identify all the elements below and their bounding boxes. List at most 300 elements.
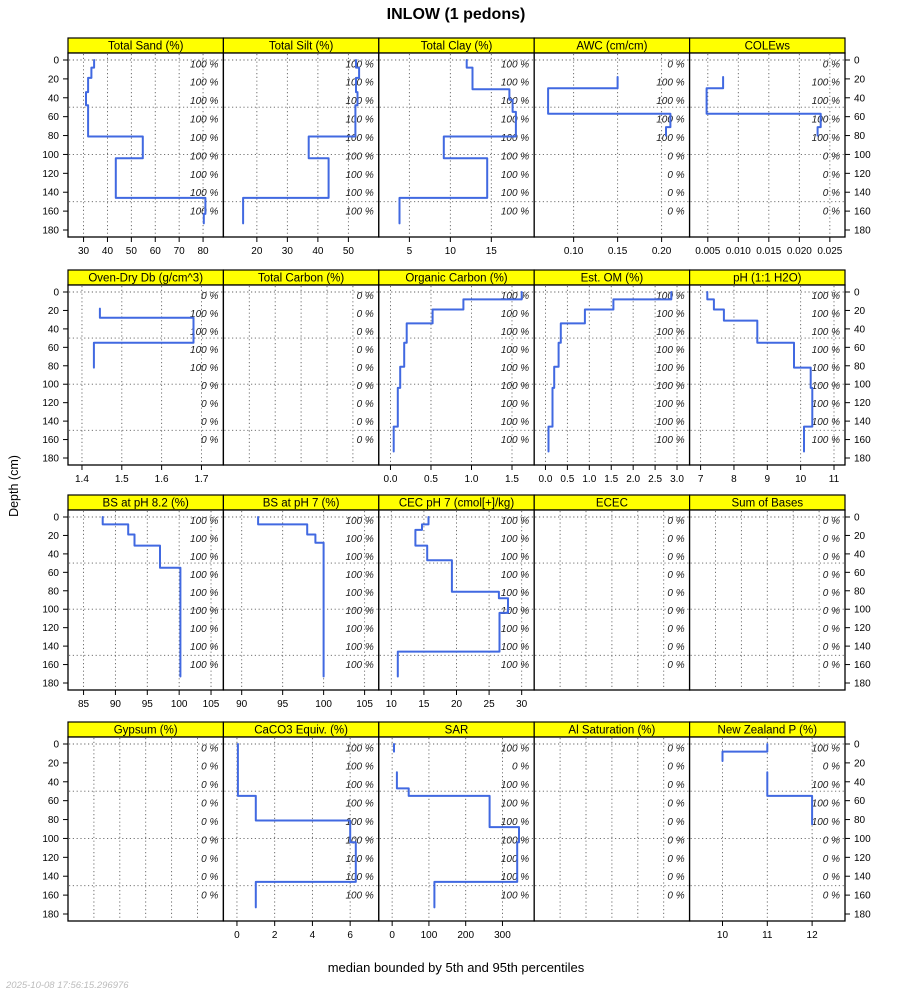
strip-title-new-zealand-p: New Zealand P (%) [717, 724, 818, 737]
strip-title-ph-1-1-h2o: pH (1:1 H2O) [733, 272, 802, 285]
pct-label-cec-ph-7-cmol-kg: 100 % [500, 588, 530, 600]
y-tick-label-left: 140 [42, 416, 59, 428]
x-tick-label-cec-ph-7-cmol-kg: 20 [450, 699, 463, 710]
pct-label-bs-at-ph-8-2: 100 % [190, 606, 219, 618]
y-tick-label-right: 80 [854, 586, 866, 598]
x-tick-label-total-sand: 70 [173, 246, 185, 257]
y-tick-label-right: 120 [854, 623, 871, 635]
pct-label-ph-1-1-h2o: 100 % [811, 327, 840, 339]
x-tick-label-total-clay: 5 [406, 246, 413, 257]
x-tick-label-est-om: 2.0 [626, 474, 641, 485]
pct-label-organic-carbon: 100 % [500, 345, 530, 357]
pct-label-new-zealand-p: 0 % [822, 835, 840, 847]
x-tick-label-bs-at-ph-7: 100 [315, 699, 332, 710]
pct-label-gypsum: 0 % [201, 872, 219, 884]
y-tick-label-left: 180 [42, 678, 59, 690]
x-tick-label-cec-ph-7-cmol-kg: 25 [483, 699, 495, 710]
x-tick-label-total-sand: 40 [101, 246, 114, 257]
pct-label-colews: 100 % [811, 114, 840, 126]
strip-title-al-saturation: Al Saturation (%) [568, 724, 656, 737]
pct-label-oven-dry-db-g-cm-3: 100 % [190, 345, 219, 357]
y-tick-label-left: 80 [47, 586, 59, 598]
pct-label-gypsum: 0 % [201, 816, 219, 828]
pct-label-total-silt: 100 % [345, 151, 374, 163]
pct-label-bs-at-ph-8-2: 100 % [190, 516, 219, 528]
pct-label-total-carbon: 0 % [356, 399, 374, 411]
pct-label-total-clay: 100 % [500, 96, 530, 108]
pct-label-cec-ph-7-cmol-kg: 100 % [500, 570, 530, 582]
pct-label-ecec: 0 % [667, 588, 685, 600]
x-tick-label-oven-dry-db-g-cm-3: 1.6 [154, 474, 169, 485]
pct-label-bs-at-ph-7: 100 % [345, 516, 374, 528]
pct-label-ph-1-1-h2o: 100 % [811, 399, 840, 411]
x-tick-label-total-sand: 80 [197, 246, 209, 257]
x-tick-label-organic-carbon: 0.5 [424, 474, 438, 485]
pct-label-total-clay: 100 % [500, 206, 530, 218]
pct-label-total-sand: 100 % [190, 77, 219, 89]
y-tick-label-left: 180 [42, 225, 59, 237]
pct-label-est-om: 100 % [656, 435, 685, 447]
pct-label-al-saturation: 0 % [667, 835, 685, 847]
pct-label-caco3-equiv: 100 % [345, 816, 374, 828]
pct-label-awc-cm-cm: 0 % [667, 188, 685, 200]
pct-label-colews: 0 % [822, 206, 840, 218]
pct-label-ecec: 0 % [667, 516, 685, 528]
y-tick-label-left: 100 [42, 149, 59, 161]
pct-label-ph-1-1-h2o: 100 % [811, 363, 840, 375]
pct-label-new-zealand-p: 100 % [811, 743, 840, 755]
y-tick-label-right: 140 [854, 187, 871, 199]
y-tick-label-right: 160 [854, 206, 871, 218]
pct-label-total-clay: 100 % [500, 114, 530, 126]
pct-label-al-saturation: 0 % [667, 890, 685, 902]
strip-title-cec-ph-7-cmol-kg: CEC pH 7 (cmol[+]/kg) [398, 497, 515, 510]
x-tick-label-oven-dry-db-g-cm-3: 1.5 [114, 474, 129, 485]
x-tick-label-caco3-equiv: 2 [271, 930, 278, 941]
pct-label-gypsum: 0 % [201, 761, 219, 773]
pct-label-cec-ph-7-cmol-kg: 100 % [500, 660, 530, 672]
pct-label-total-carbon: 0 % [356, 309, 374, 321]
pct-label-bs-at-ph-8-2: 100 % [190, 642, 219, 654]
pct-label-cec-ph-7-cmol-kg: 100 % [500, 642, 530, 654]
pct-label-sar: 100 % [500, 872, 530, 884]
pct-label-sum-of-bases: 0 % [822, 624, 840, 636]
pct-label-awc-cm-cm: 100 % [656, 96, 685, 108]
pct-label-total-sand: 100 % [190, 169, 219, 181]
y-tick-label-right: 80 [854, 361, 866, 373]
pct-label-gypsum: 0 % [201, 890, 219, 902]
y-tick-label-right: 0 [854, 512, 860, 524]
pct-label-gypsum: 0 % [201, 780, 219, 792]
y-tick-label-left: 40 [47, 777, 59, 789]
pct-label-colews: 0 % [822, 169, 840, 181]
pct-label-cec-ph-7-cmol-kg: 100 % [500, 552, 530, 564]
pct-label-awc-cm-cm: 100 % [656, 132, 685, 144]
pct-label-caco3-equiv: 100 % [345, 798, 374, 810]
x-tick-label-organic-carbon: 1.5 [505, 474, 519, 485]
pct-label-gypsum: 0 % [201, 798, 219, 810]
x-tick-label-caco3-equiv: 0 [234, 930, 240, 941]
pct-label-ecec: 0 % [667, 552, 685, 564]
y-tick-label-left: 60 [47, 567, 59, 579]
pct-label-ecec: 0 % [667, 660, 685, 672]
y-tick-label-right: 0 [854, 55, 860, 67]
x-tick-label-est-om: 1.0 [582, 474, 597, 485]
pct-label-cec-ph-7-cmol-kg: 100 % [500, 606, 530, 618]
y-axis-label: Depth (cm) [7, 455, 21, 517]
y-tick-label-right: 60 [854, 567, 866, 579]
pct-label-caco3-equiv: 100 % [345, 743, 374, 755]
pct-label-organic-carbon: 100 % [500, 309, 530, 321]
x-tick-label-colews: 0.015 [756, 246, 782, 257]
x-tick-label-caco3-equiv: 4 [309, 930, 316, 941]
strip-title-organic-carbon: Organic Carbon (%) [405, 272, 508, 285]
x-tick-label-bs-at-ph-7: 105 [356, 699, 373, 710]
pct-label-bs-at-ph-8-2: 100 % [190, 624, 219, 636]
x-tick-label-est-om: 1.5 [604, 474, 619, 485]
x-tick-label-sar: 200 [457, 930, 475, 941]
pct-label-sar: 100 % [500, 853, 530, 865]
pct-label-gypsum: 0 % [201, 835, 219, 847]
y-tick-label-left: 160 [42, 660, 59, 672]
pct-label-total-clay: 100 % [500, 151, 530, 163]
y-tick-label-left: 80 [47, 815, 59, 827]
x-tick-label-sar: 300 [494, 930, 511, 941]
pct-label-total-silt: 100 % [345, 188, 374, 200]
pct-label-oven-dry-db-g-cm-3: 0 % [201, 381, 219, 393]
x-tick-label-caco3-equiv: 6 [347, 930, 353, 941]
pct-label-organic-carbon: 100 % [500, 435, 530, 447]
pct-label-bs-at-ph-7: 100 % [345, 642, 374, 654]
pct-label-sar: 100 % [500, 835, 530, 847]
pct-label-organic-carbon: 100 % [500, 363, 530, 375]
pct-label-caco3-equiv: 100 % [345, 835, 374, 847]
x-tick-label-bs-at-ph-7: 90 [236, 699, 248, 710]
pct-label-total-carbon: 0 % [356, 417, 374, 429]
pct-label-new-zealand-p: 0 % [822, 853, 840, 865]
y-tick-label-right: 60 [854, 342, 866, 354]
y-tick-label-left: 160 [42, 206, 59, 218]
pct-label-est-om: 100 % [656, 381, 685, 393]
pct-label-total-carbon: 0 % [356, 327, 374, 339]
pct-label-ecec: 0 % [667, 534, 685, 546]
x-tick-label-ph-1-1-h2o: 7 [697, 474, 704, 485]
pct-label-est-om: 100 % [656, 399, 685, 411]
pct-label-colews: 0 % [822, 59, 840, 71]
pct-label-sum-of-bases: 0 % [822, 552, 840, 564]
pct-label-organic-carbon: 100 % [500, 417, 530, 429]
pct-label-bs-at-ph-7: 100 % [345, 570, 374, 582]
pct-label-bs-at-ph-8-2: 100 % [190, 570, 219, 582]
pct-label-al-saturation: 0 % [667, 761, 685, 773]
pct-label-caco3-equiv: 100 % [345, 872, 374, 884]
pct-label-gypsum: 0 % [201, 853, 219, 865]
y-tick-label-left: 60 [47, 112, 59, 124]
y-tick-label-left: 60 [47, 796, 59, 808]
x-tick-label-est-om: 2.5 [648, 474, 663, 485]
y-tick-label-right: 20 [854, 305, 866, 317]
x-tick-label-sar: 0 [389, 930, 395, 941]
y-tick-label-left: 20 [47, 530, 59, 542]
pct-label-bs-at-ph-8-2: 100 % [190, 534, 219, 546]
pct-label-ph-1-1-h2o: 100 % [811, 345, 840, 357]
y-tick-label-left: 160 [42, 435, 59, 447]
pct-label-total-clay: 100 % [500, 188, 530, 200]
pct-label-bs-at-ph-8-2: 100 % [190, 588, 219, 600]
pct-label-est-om: 100 % [656, 363, 685, 375]
pct-label-total-sand: 100 % [190, 188, 219, 200]
x-tick-label-total-silt: 50 [342, 246, 354, 257]
y-tick-label-right: 100 [854, 604, 871, 616]
pct-label-ph-1-1-h2o: 100 % [811, 381, 840, 393]
y-tick-label-right: 180 [854, 453, 871, 465]
pct-label-al-saturation: 0 % [667, 780, 685, 792]
pct-label-awc-cm-cm: 0 % [667, 206, 685, 218]
pct-label-sar: 100 % [500, 890, 530, 902]
y-tick-label-left: 40 [47, 549, 59, 561]
pct-label-organic-carbon: 100 % [500, 399, 530, 411]
y-tick-label-right: 180 [854, 678, 871, 690]
pct-label-sum-of-bases: 0 % [822, 606, 840, 618]
y-tick-label-left: 100 [42, 379, 59, 391]
timestamp-text: 2025-10-08 17:56:15.296976 [6, 980, 129, 991]
pct-label-colews: 0 % [822, 188, 840, 200]
y-tick-label-right: 180 [854, 225, 871, 237]
x-tick-label-est-om: 0.0 [538, 474, 553, 485]
pct-label-total-silt: 100 % [345, 169, 374, 181]
strip-title-awc-cm-cm: AWC (cm/cm) [576, 40, 648, 53]
pct-label-sum-of-bases: 0 % [822, 660, 840, 672]
pct-label-sar: 100 % [500, 798, 530, 810]
x-tick-label-ph-1-1-h2o: 10 [795, 474, 807, 485]
y-tick-label-right: 140 [854, 641, 871, 653]
pct-label-cec-ph-7-cmol-kg: 100 % [500, 516, 530, 528]
pct-label-total-carbon: 0 % [356, 435, 374, 447]
x-tick-label-total-sand: 50 [125, 246, 137, 257]
pct-label-oven-dry-db-g-cm-3: 100 % [190, 327, 219, 339]
x-tick-label-bs-at-ph-8-2: 90 [109, 699, 121, 710]
strip-title-gypsum: Gypsum (%) [113, 724, 178, 737]
x-tick-label-total-silt: 30 [281, 246, 293, 257]
y-tick-label-right: 180 [854, 909, 871, 921]
pct-label-sum-of-bases: 0 % [822, 516, 840, 528]
strip-title-bs-at-ph-8-2: BS at pH 8.2 (%) [102, 497, 189, 510]
y-tick-label-right: 120 [854, 398, 871, 410]
figure-caption: median bounded by 5th and 95th percentiles [327, 960, 585, 975]
pct-label-sar: 100 % [500, 780, 530, 792]
strip-title-est-om: Est. OM (%) [580, 272, 644, 285]
pct-label-colews: 100 % [811, 96, 840, 108]
y-tick-label-right: 140 [854, 416, 871, 428]
y-tick-label-left: 100 [42, 833, 59, 845]
strip-title-total-carbon: Total Carbon (%) [257, 272, 345, 285]
pct-label-est-om: 100 % [656, 327, 685, 339]
y-tick-label-right: 160 [854, 660, 871, 672]
pct-label-ecec: 0 % [667, 624, 685, 636]
y-tick-label-left: 20 [47, 74, 59, 86]
x-tick-label-awc-cm-cm: 0.20 [651, 246, 672, 257]
strip-title-sum-of-bases: Sum of Bases [731, 497, 804, 510]
pct-label-sar: 100 % [500, 816, 530, 828]
x-tick-label-total-clay: 10 [444, 246, 456, 257]
pct-label-total-sand: 100 % [190, 151, 219, 163]
pct-label-colews: 100 % [811, 132, 840, 144]
y-tick-label-left: 0 [53, 739, 59, 751]
pct-label-organic-carbon: 100 % [500, 291, 530, 303]
strip-title-total-clay: Total Clay (%) [420, 40, 493, 53]
pct-label-bs-at-ph-7: 100 % [345, 606, 374, 618]
x-tick-label-ph-1-1-h2o: 9 [764, 474, 771, 485]
pct-label-new-zealand-p: 100 % [811, 780, 840, 792]
pct-label-organic-carbon: 100 % [500, 327, 530, 339]
pct-label-sum-of-bases: 0 % [822, 588, 840, 600]
pct-label-oven-dry-db-g-cm-3: 100 % [190, 363, 219, 375]
y-tick-label-right: 60 [854, 112, 866, 124]
x-tick-label-bs-at-ph-7: 95 [277, 699, 289, 710]
x-tick-label-sar: 100 [420, 930, 438, 941]
y-tick-label-right: 40 [854, 777, 866, 789]
x-tick-label-colews: 0.025 [817, 246, 843, 257]
pct-label-total-carbon: 0 % [356, 291, 374, 303]
page-title: INLOW (1 pedons) [386, 6, 526, 23]
strip-title-oven-dry-db-g-cm-3: Oven-Dry Db (g/cm^3) [88, 272, 204, 285]
y-tick-label-right: 120 [854, 168, 871, 180]
y-tick-label-left: 80 [47, 361, 59, 373]
pct-label-total-clay: 100 % [500, 59, 530, 71]
y-tick-label-left: 0 [53, 287, 59, 299]
pct-label-caco3-equiv: 100 % [345, 761, 374, 773]
y-tick-label-right: 160 [854, 890, 871, 902]
pct-label-gypsum: 0 % [201, 743, 219, 755]
x-tick-label-bs-at-ph-8-2: 85 [77, 699, 90, 710]
pct-label-bs-at-ph-7: 100 % [345, 660, 374, 672]
pct-label-total-sand: 100 % [190, 132, 219, 144]
pct-label-al-saturation: 0 % [667, 872, 685, 884]
x-tick-label-bs-at-ph-8-2: 105 [202, 699, 220, 710]
y-tick-label-left: 120 [42, 168, 59, 180]
pct-label-total-silt: 100 % [345, 206, 374, 218]
pct-label-total-silt: 100 % [345, 77, 374, 89]
y-tick-label-right: 20 [854, 758, 866, 770]
pct-label-ecec: 0 % [667, 606, 685, 618]
pct-label-organic-carbon: 100 % [500, 381, 530, 393]
pct-label-ecec: 0 % [667, 642, 685, 654]
pct-label-bs-at-ph-8-2: 100 % [190, 660, 219, 672]
y-tick-label-left: 0 [53, 512, 59, 524]
strip-title-colews: COLEws [744, 40, 790, 53]
x-tick-label-organic-carbon: 0.0 [383, 474, 398, 485]
pct-label-ph-1-1-h2o: 100 % [811, 417, 840, 429]
y-tick-label-left: 20 [47, 758, 59, 770]
y-tick-label-right: 40 [854, 549, 866, 561]
x-tick-label-total-sand: 60 [149, 246, 161, 257]
y-tick-label-right: 60 [854, 796, 866, 808]
pct-label-total-sand: 100 % [190, 59, 219, 71]
x-tick-label-total-silt: 40 [312, 246, 324, 257]
pct-label-ecec: 0 % [667, 570, 685, 582]
pct-label-sum-of-bases: 0 % [822, 534, 840, 546]
x-tick-label-awc-cm-cm: 0.10 [563, 246, 584, 257]
pct-label-bs-at-ph-7: 100 % [345, 534, 374, 546]
pct-label-oven-dry-db-g-cm-3: 0 % [201, 417, 219, 429]
pct-label-al-saturation: 0 % [667, 816, 685, 828]
pct-label-total-sand: 100 % [190, 206, 219, 218]
x-tick-label-new-zealand-p: 11 [762, 930, 773, 941]
strip-title-total-silt: Total Silt (%) [268, 40, 334, 53]
pct-label-caco3-equiv: 100 % [345, 890, 374, 902]
x-tick-label-total-silt: 20 [251, 246, 263, 257]
y-tick-label-left: 0 [53, 55, 59, 67]
pct-label-sar: 100 % [500, 743, 530, 755]
pct-label-total-sand: 100 % [190, 114, 219, 126]
y-tick-label-right: 120 [854, 852, 871, 864]
strip-title-total-sand: Total Sand (%) [107, 40, 184, 53]
y-tick-label-right: 100 [854, 379, 871, 391]
pct-label-bs-at-ph-7: 100 % [345, 624, 374, 636]
y-tick-label-left: 140 [42, 871, 59, 883]
pct-label-oven-dry-db-g-cm-3: 0 % [201, 435, 219, 447]
x-tick-label-cec-ph-7-cmol-kg: 15 [418, 699, 430, 710]
pct-label-awc-cm-cm: 0 % [667, 59, 685, 71]
pct-label-est-om: 100 % [656, 417, 685, 429]
pct-label-sar: 0 % [511, 761, 530, 773]
y-tick-label-left: 160 [42, 890, 59, 902]
x-tick-label-total-clay: 15 [485, 246, 497, 257]
pct-label-total-silt: 100 % [345, 96, 374, 108]
pct-label-ph-1-1-h2o: 100 % [811, 291, 840, 303]
pct-label-ph-1-1-h2o: 100 % [811, 435, 840, 447]
y-tick-label-right: 0 [854, 287, 860, 299]
y-tick-label-left: 180 [42, 909, 59, 921]
pct-label-total-silt: 100 % [345, 114, 374, 126]
pct-label-awc-cm-cm: 100 % [656, 77, 685, 89]
x-tick-label-colews: 0.010 [725, 246, 751, 257]
y-tick-label-right: 80 [854, 131, 866, 143]
pct-label-total-silt: 100 % [345, 132, 374, 144]
pct-label-oven-dry-db-g-cm-3: 0 % [201, 291, 219, 303]
pct-label-new-zealand-p: 0 % [822, 761, 840, 773]
pct-label-cec-ph-7-cmol-kg: 100 % [500, 534, 530, 546]
y-tick-label-right: 20 [854, 530, 866, 542]
strip-title-caco3-equiv: CaCO3 Equiv. (%) [254, 724, 348, 737]
pct-label-al-saturation: 0 % [667, 798, 685, 810]
strip-title-sar: SAR [444, 724, 469, 737]
x-tick-label-ph-1-1-h2o: 11 [828, 474, 840, 485]
pct-label-new-zealand-p: 100 % [811, 816, 840, 828]
pct-label-colews: 0 % [822, 151, 840, 163]
x-tick-label-cec-ph-7-cmol-kg: 10 [385, 699, 397, 710]
pct-label-bs-at-ph-7: 100 % [345, 552, 374, 564]
y-tick-label-right: 140 [854, 871, 871, 883]
pct-label-total-carbon: 0 % [356, 345, 374, 357]
pct-label-colews: 100 % [811, 77, 840, 89]
x-tick-label-colews: 0.020 [786, 246, 812, 257]
x-tick-label-colews: 0.005 [695, 246, 721, 257]
x-tick-label-total-sand: 30 [77, 246, 90, 257]
x-tick-label-est-om: 0.5 [560, 474, 575, 485]
y-tick-label-left: 120 [42, 398, 59, 410]
pct-label-total-carbon: 0 % [356, 381, 374, 393]
x-tick-label-organic-carbon: 1.0 [464, 474, 479, 485]
pct-label-caco3-equiv: 100 % [345, 853, 374, 865]
strip-title-bs-at-ph-7: BS at pH 7 (%) [262, 497, 340, 510]
y-tick-label-left: 40 [47, 93, 59, 105]
x-tick-label-est-om: 3.0 [670, 474, 684, 485]
pct-label-total-clay: 100 % [500, 77, 530, 89]
x-tick-label-ph-1-1-h2o: 8 [731, 474, 737, 485]
y-tick-label-right: 0 [854, 739, 860, 751]
y-tick-label-left: 80 [47, 131, 59, 143]
